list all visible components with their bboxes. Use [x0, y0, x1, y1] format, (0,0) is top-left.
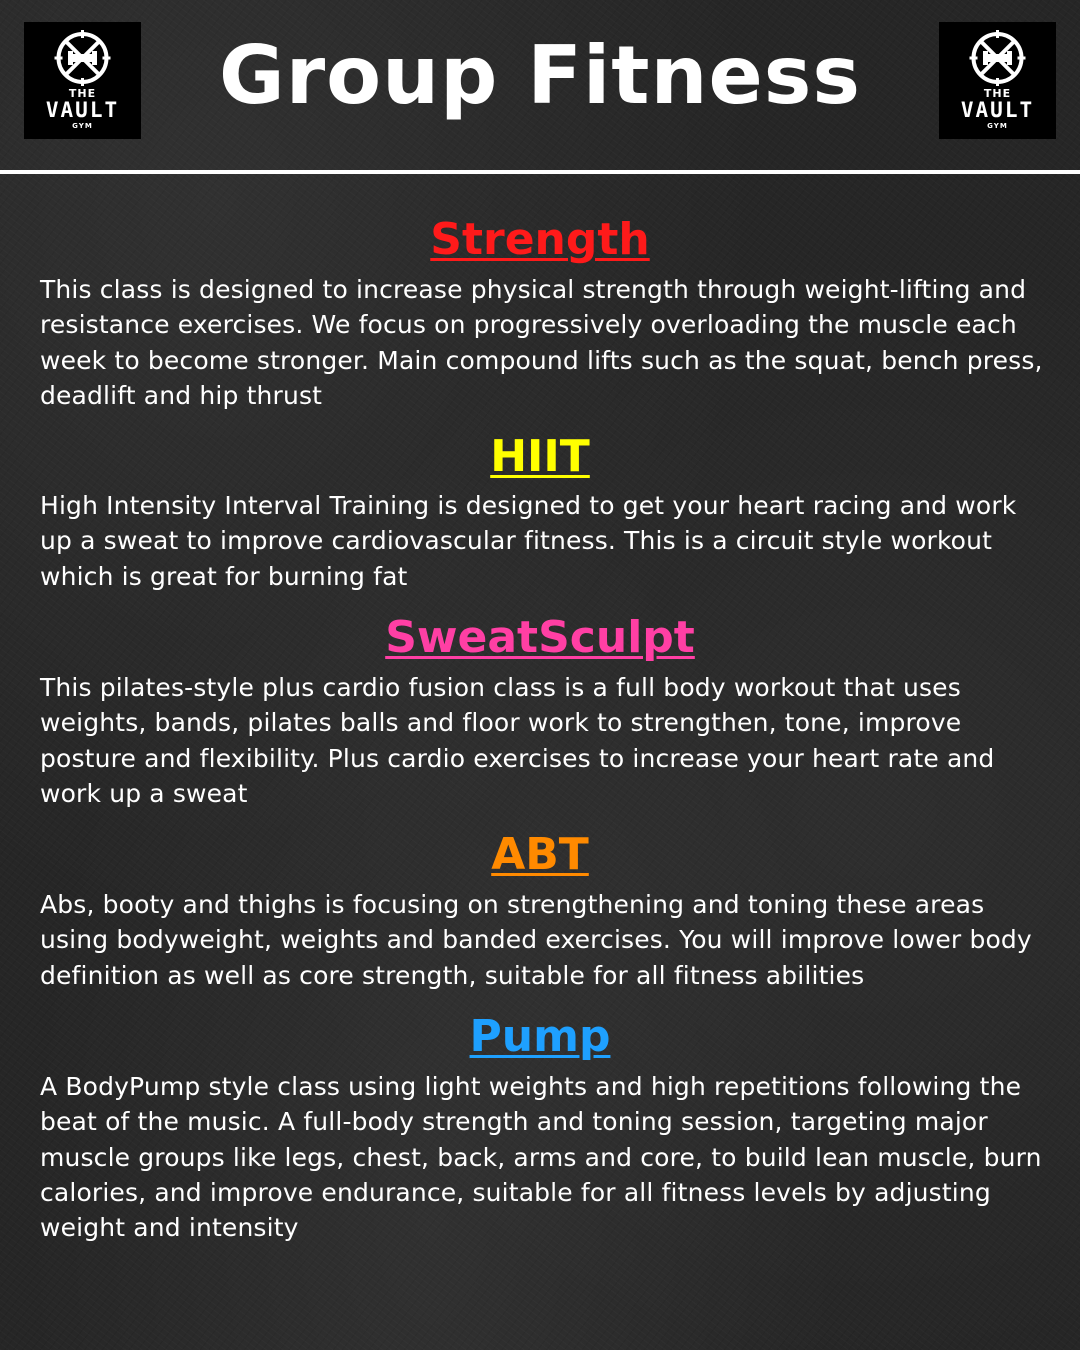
logo-line-the: THE: [68, 87, 97, 100]
section-body-abt: Abs, booty and thighs is focusing on strengthening and toning these areas using bodyweight, weights and banded exercises. You will improve lower body definition as well as core strength, suitable for all fitness abilities: [40, 890, 1032, 990]
logo-line-gym: GYM: [72, 122, 93, 130]
logo-line-gym: GYM: [987, 122, 1008, 130]
section-body-pump: A BodyPump style class using light weights and high repetitions following the beat of the music. A full-body strength and toning session, targeting major muscle groups like legs, chest, back, arms and core, to build lean muscle, burn calories, and improve endurance, suitable for all fitness levels by adjusting weight and intensity: [40, 1072, 1042, 1243]
section-body-strength: This class is designed to increase physical strength through weight-lifting and resistance exercises. We focus on progressively overloading the muscle each week to become stronger. Main compound lifts such as the squat, bench press, deadlift and hip thrust: [40, 275, 1043, 410]
page-title: Group Fitness: [219, 29, 861, 122]
vault-gym-logo: [24, 22, 141, 139]
logo-line-the: THE: [983, 87, 1012, 100]
section-title-sweatsculpt: SweatSculpt: [385, 612, 695, 663]
section-body-hiit: High Intensity Interval Training is designed to get your heart racing and work up a sweat to improve cardiovascular fitness. This is a circuit style workout which is great for burning fat: [40, 491, 1017, 591]
header: [0, 0, 1080, 170]
section-body-sweatsculpt: This pilates-style plus cardio fusion class is a full body workout that uses weights, bands, pilates balls and floor work to strengthen, tone, improve posture and flexibility. Plus cardio exercises to increase your heart rate and work up a sweat: [40, 673, 995, 808]
logo-line-vault: VAULT: [960, 98, 1035, 122]
section-title-pump: Pump: [469, 1011, 611, 1062]
section-title-hiit: HIIT: [490, 431, 590, 482]
section-title-strength: Strength: [430, 214, 650, 265]
section-title-abt: ABT: [491, 829, 589, 880]
vault-gym-logo: [939, 22, 1056, 139]
header-divider: [0, 170, 1080, 174]
logo-line-vault: VAULT: [45, 98, 120, 122]
